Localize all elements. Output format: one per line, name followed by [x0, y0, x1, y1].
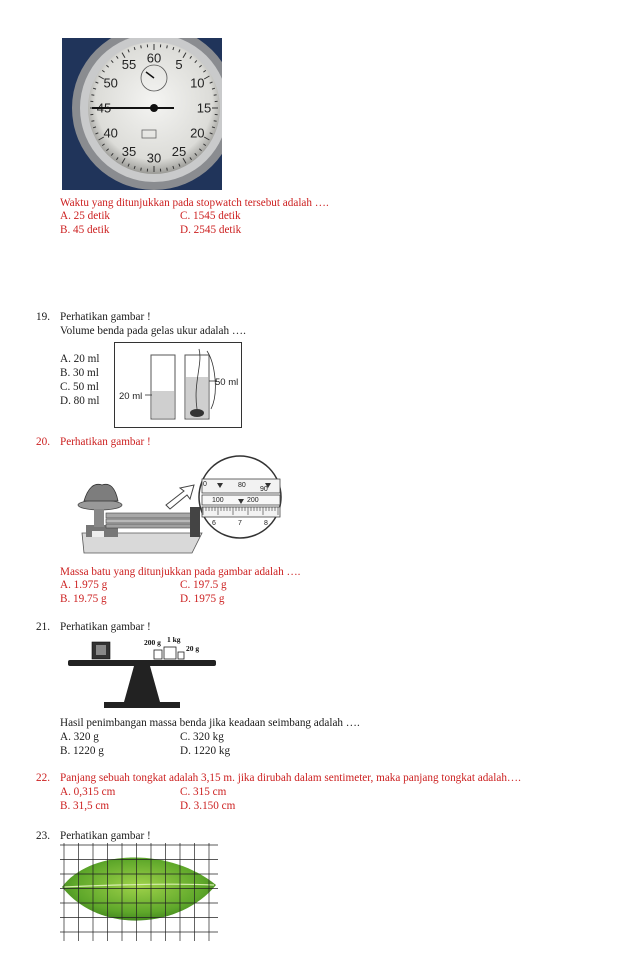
- q18-question: Waktu yang ditunjukkan pada stopwatch tersebut adalah ….: [60, 197, 329, 209]
- q22-option-d[interactable]: D. 3.150 cm: [180, 800, 236, 812]
- weight-label-20g: 20 g: [186, 644, 200, 653]
- dial-number-60: 60: [146, 50, 162, 66]
- q18-option-c[interactable]: C. 1545 detik: [180, 210, 241, 222]
- cylinder-right-label: 50 ml: [215, 377, 239, 388]
- balance-drawing: [62, 455, 284, 557]
- q23-title: Perhatikan gambar !: [60, 830, 151, 842]
- q20-option-a[interactable]: A. 1.975 g: [60, 579, 108, 591]
- q20-title: Perhatikan gambar !: [60, 436, 151, 448]
- dial-number-20: 20: [190, 125, 205, 141]
- dial-tick: [91, 95, 94, 96]
- dial-tick: [91, 121, 94, 122]
- leaf-grid-image: [60, 843, 218, 941]
- dial-number-15: 15: [196, 100, 212, 116]
- q19-option-c[interactable]: C. 50 ml: [60, 381, 99, 393]
- q22-option-a[interactable]: A. 0,315 cm: [60, 786, 116, 798]
- q21-question: Hasil penimbangan massa benda jika keadaan seimbang adalah ….: [60, 717, 360, 729]
- q20-number: 20.: [36, 436, 50, 448]
- balance-scale-image: [64, 634, 220, 710]
- q18-option-d[interactable]: D. 2545 detik: [180, 224, 242, 236]
- scale-bottom-7: 7: [238, 520, 242, 527]
- q22-question: Panjang sebuah tongkat adalah 3,15 m. jika dirubah dalam sentimeter, maka panjang tongkat adalah….: [60, 772, 521, 784]
- scale-top-0: 0: [203, 481, 207, 488]
- q22-option-b[interactable]: B. 31,5 cm: [60, 800, 110, 812]
- q19-title: Perhatikan gambar !: [60, 311, 151, 323]
- q20-question: Massa batu yang ditunjukkan pada gambar adalah ….: [60, 566, 301, 578]
- scale-bottom-8: 8: [264, 520, 268, 527]
- dial-number-5: 5: [175, 57, 183, 73]
- scale-mid-100: 100: [212, 497, 224, 504]
- dial-number-50: 50: [103, 75, 118, 91]
- q19-option-b[interactable]: B. 30 ml: [60, 367, 99, 379]
- scale-top-80: 80: [238, 482, 246, 489]
- q23-number: 23.: [36, 830, 50, 842]
- q22-option-c[interactable]: C. 315 cm: [180, 786, 227, 798]
- q21-option-c[interactable]: C. 320 kg: [180, 731, 224, 743]
- q21-title: Perhatikan gambar !: [60, 621, 151, 633]
- dial-number-25: 25: [171, 143, 187, 159]
- q19-option-a[interactable]: A. 20 ml: [60, 353, 100, 365]
- q20-option-c[interactable]: C. 197.5 g: [180, 579, 227, 591]
- dial-number-45: 45: [96, 100, 112, 116]
- dial-tick: [214, 121, 217, 122]
- dial-tick: [167, 45, 168, 48]
- q18-option-a[interactable]: A. 25 detik: [60, 210, 111, 222]
- q19-option-d[interactable]: D. 80 ml: [60, 395, 100, 407]
- dial-tick: [141, 45, 142, 48]
- q21-option-a[interactable]: A. 320 g: [60, 731, 99, 743]
- q21-option-d[interactable]: D. 1220 kg: [180, 745, 231, 757]
- balance-scale-drawing: [64, 634, 220, 710]
- q21-number: 21.: [36, 621, 50, 633]
- dial-number-55: 55: [121, 57, 137, 73]
- q20-option-b[interactable]: B. 19.75 g: [60, 593, 107, 605]
- q18-option-b[interactable]: B. 45 detik: [60, 224, 110, 236]
- q22-number: 22.: [36, 772, 50, 784]
- q20-option-d[interactable]: D. 1975 g: [180, 593, 225, 605]
- dial-tick: [167, 168, 168, 171]
- q21-option-b[interactable]: B. 1220 g: [60, 745, 104, 757]
- q19-question: Volume benda pada gelas ukur adalah ….: [60, 325, 246, 337]
- scale-bottom-6: 6: [212, 520, 216, 527]
- weight-label-200g: 200 g: [144, 638, 161, 647]
- stopwatch-image: [62, 38, 222, 190]
- weight-label-1kg: 1 kg: [167, 635, 181, 644]
- dial-tick: [214, 95, 217, 96]
- dial-tick: [141, 168, 142, 171]
- triple-beam-balance-image: [62, 455, 284, 557]
- cylinder-left-label: 20 ml: [119, 391, 143, 402]
- leaf-grid-drawing: [60, 843, 218, 941]
- scale-mid-200: 200: [247, 497, 259, 504]
- dial-number-35: 35: [121, 143, 137, 159]
- dial-number-10: 10: [190, 75, 205, 91]
- measuring-cylinders-drawing: [115, 343, 241, 427]
- dial-number-30: 30: [146, 150, 162, 166]
- stopwatch-drawing: [62, 38, 222, 190]
- q19-number: 19.: [36, 311, 50, 323]
- scale-top-90: 90: [260, 486, 268, 493]
- measuring-cylinders-image: [114, 342, 242, 428]
- dial-number-40: 40: [103, 125, 118, 141]
